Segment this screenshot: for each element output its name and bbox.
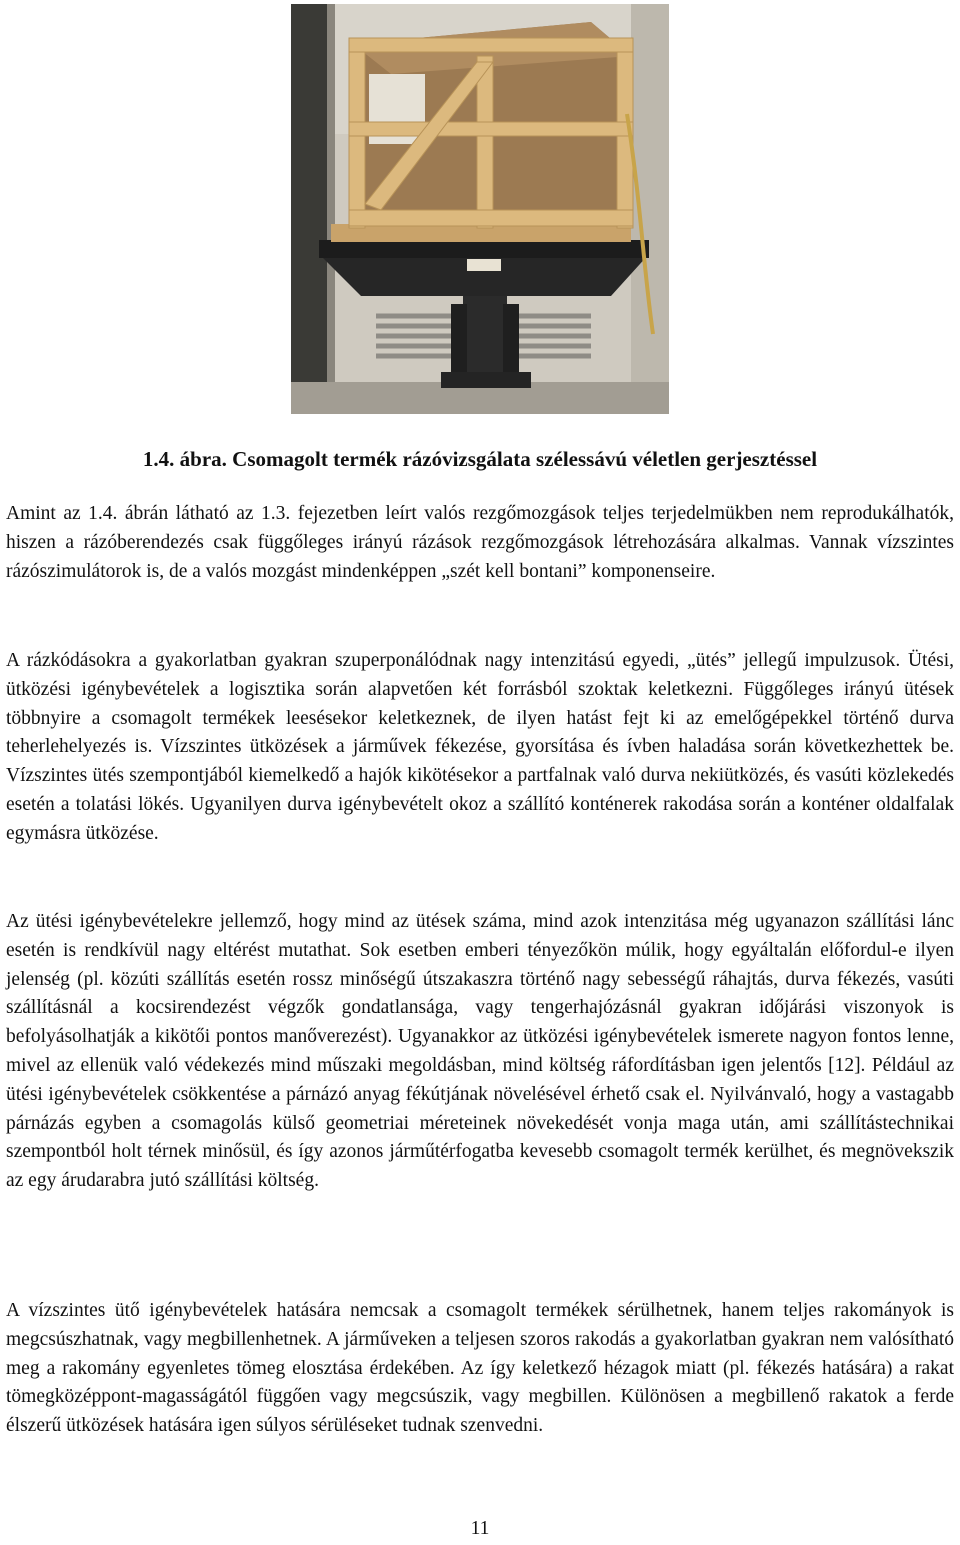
paragraph-4: A vízszintes ütő igénybevételek hatására nemcsak a csomagolt termékek sérülhetnek, hanem teljes rakományok is megcsúszhatnak, vagy megbillenhetnek. A járműveken a teljesen szoros rakodás a gyakorlatban gyakran nem valósítható meg a rakomány egyenletes tömeg elosztása érdekében. Az így keletkező hézagok miatt (pl. fékezés hatására) a rakat tömegközéppont-magasságától függően vagy megcsúszik, vagy megbillen. Különösen a megbillenő rakatok a ferde élszerű ütközések hatására igen súlyos sérüléseket tudnak szenvedni. xyxy=(6,1300,954,1437)
mts-logo-plate xyxy=(467,259,501,271)
paragraph-2: A rázkódásokra a gyakorlatban gyakran szuperponálódnak nagy intenzitású egyedi, „ütés” jellegű impulzusok. Ütési, ütközési igénybevételek a logisztika során alapvetően két forrásból szoktak keletkezni. Függőleges irányú ütések többnyire a csomagolt termékek leesésekor keletkeznek, de ilyen hatást fejt ki az emelőgépekkel történő durva teherlehelyezés is. Vízszintes ütközések a járművek fékezése, gyorsítása és ívben haladása során következhettek be. Vízszintes ütés szempontjából kiemelkedő a hajók kikötésekor a partfalnak való durva nekiütközés, és vasúti közlekedés esetén a tolatási lökés. Ugyanilyen durva igénybevételt okoz a szállító konténerek rakodása során a konténer oldalfalak egymásra ütközése. xyxy=(6,650,954,844)
figure-photo xyxy=(291,4,669,414)
figure-caption: 1.4. ábra. Csomagolt termék rázóvizsgálata szélessávú véletlen gerjesztéssel xyxy=(142,447,818,471)
page-number: 11 xyxy=(470,1518,490,1539)
paragraph-3: Az ütési igénybevételekre jellemző, hogy mind az ütések száma, mind azok intenzitása még ugyanazon szállítási lánc esetén is rendkívül nagy eltérést mutathat. Sok esetben emberi tényezőkön múlik, hogy egyáltalán előfordul-e ilyen jelenség (pl. közúti szállítás esetén rossz minőségű útszakaszra történő nagy sebességű ráhajtás, durva fékezés, vasúti szállításnál a kocsirendezést végzők gondatlansága, vagy tengerhajózásnál gyakran időjárási viszonyok is befolyásolhatják a kikötői pontos manőverezést). Ugyanakkor az ütközési igénybevételek ismerete nagyon fontos lenne, mivel az ellenük való védekezés mind műszaki megoldásban, mind költség ráfordításban igen jelentős [12]. Például az ütési igénybevételek csökkentése a párnázó anyag fékútjának növelésével érhető csak el. Nyilvánvaló, hogy a vastagabb párnázás egyben a csomagolás külső geometriai méreteinek növekedését vonja maga után, ami szállítástechnikai szempontból holt térnek minősül, és így azonos járműtérfogatba kevesebb csomagolt termék kerülhet, és megnövekszik az egy árudarabra jutó szállítási költség. xyxy=(6,911,954,1192)
paragraph-1: Amint az 1.4. ábrán látható az 1.3. fejezetben leírt valós rezgőmozgások teljes terjedelmükben nem reprodukálhatók, hiszen a rázóberendezés csak függőleges irányú rázások rezgőmozgások létrehozására alkalmas. Vannak vízszintes rázószimulátorok is, de a valós mozgást mindenképpen „szét kell bontani” komponenseire. xyxy=(6,503,954,582)
crate-on-shaker-illustration xyxy=(291,4,669,414)
